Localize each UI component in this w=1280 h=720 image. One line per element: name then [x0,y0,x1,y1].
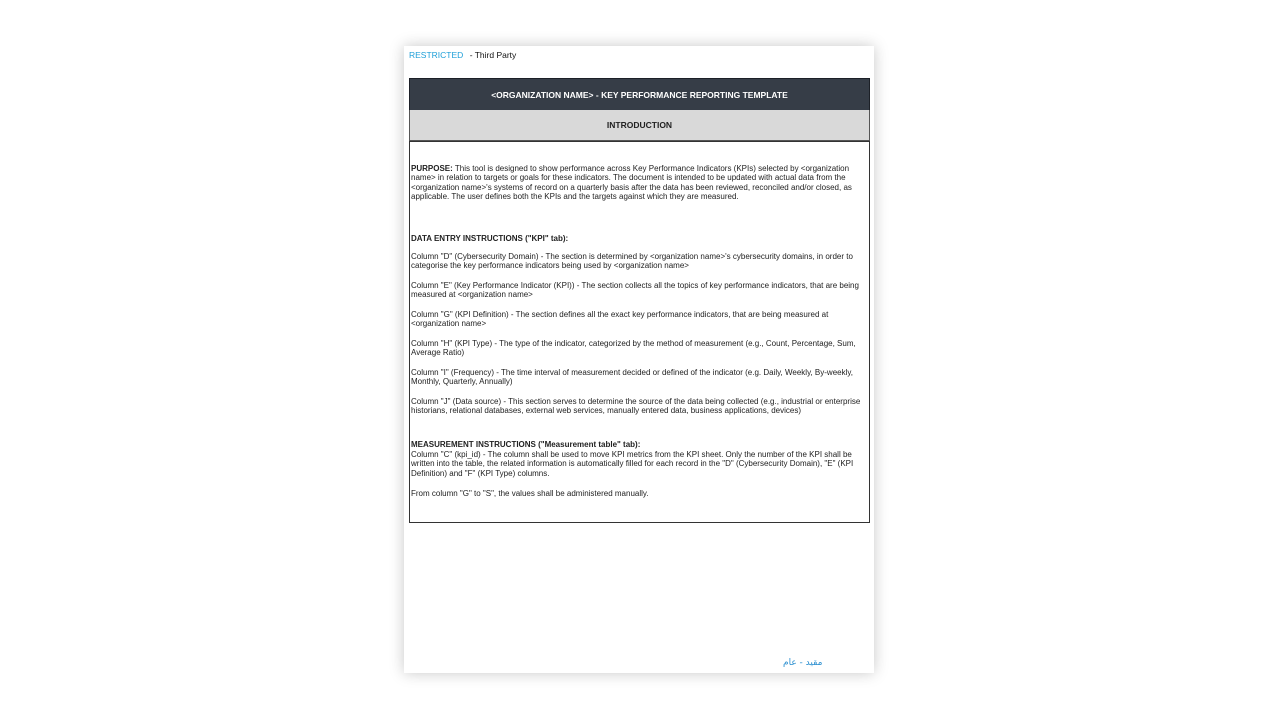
purpose-paragraph [411,164,869,202]
data-entry-item: Column "D" (Cybersecurity Domain) - The section is determined by <organization name>'s cybersecurity domains, in order to categorise the key performance indicators being used by <organization name> [411,252,853,271]
measurement-item: From column "G" to "S", the values shall be administered manually. [411,489,649,498]
purpose-label: PURPOSE: [411,164,453,173]
instructions-box [409,141,870,523]
classification-level: RESTRICTED [409,50,464,60]
document-page [404,46,874,673]
classification-header [409,50,516,60]
footer-classification-label: مقيد - عام [783,658,823,668]
measurement-heading: MEASUREMENT INSTRUCTIONS ("Measurement table" tab): [411,440,641,449]
section-title: INTRODUCTION [409,110,870,141]
data-entry-item: Column "H" (KPI Type) - The type of the indicator, categorized by the method of measurement (e.g., Count, Percentage, Sum, Average Ratio) [411,339,856,358]
data-entry-item: Column "J" (Data source) - This section serves to determine the source of the data being collected (e.g., industrial or enterprise historians, relational databases, external web services, manually entered data, business applications, devices) [411,397,861,416]
document-title: <ORGANIZATION NAME> - KEY PERFORMANCE REPORTING TEMPLATE [409,78,870,111]
data-entry-heading: DATA ENTRY INSTRUCTIONS ("KPI" tab): [411,234,569,243]
purpose-text: This tool is designed to show performance across Key Performance Indicators (KPIs) selected by <organization name> in relation to targets or goals for these indicators. The document is intended to be updated with actual data from the <organization name>'s systems of record on a quarterly basis after the data has been reviewed, reconciled and/or closed, as applicable. The user defines both the KPIs and the targets against which they are measured. [411,164,852,202]
measurement-item: Column "C" (kpi_id) - The column shall be used to move KPI metrics from the KPI sheet. Only the number of the KPI shall be written into the table, the related information is automatically filled for each record in the "D" (Cybersecurity Domain), "E" (KPI Definition) and "F" (KPI Type) columns. [411,450,854,478]
data-entry-item: Column "I" (Frequency) - The time interval of measurement decided or defined of the indicator (e.g. Daily, Weekly, By-weekly, Monthly, Quarterly, Annually) [411,368,854,387]
classification-suffix: - Third Party [469,50,517,60]
data-entry-item: Column "E" (Key Performance Indicator (KPI)) - The section collects all the topics of key performance indicators, that are being measured at <organization name> [411,281,859,300]
data-entry-item: Column "G" (KPI Definition) - The section defines all the exact key performance indicators, that are being measured at <organization name> [411,310,829,329]
